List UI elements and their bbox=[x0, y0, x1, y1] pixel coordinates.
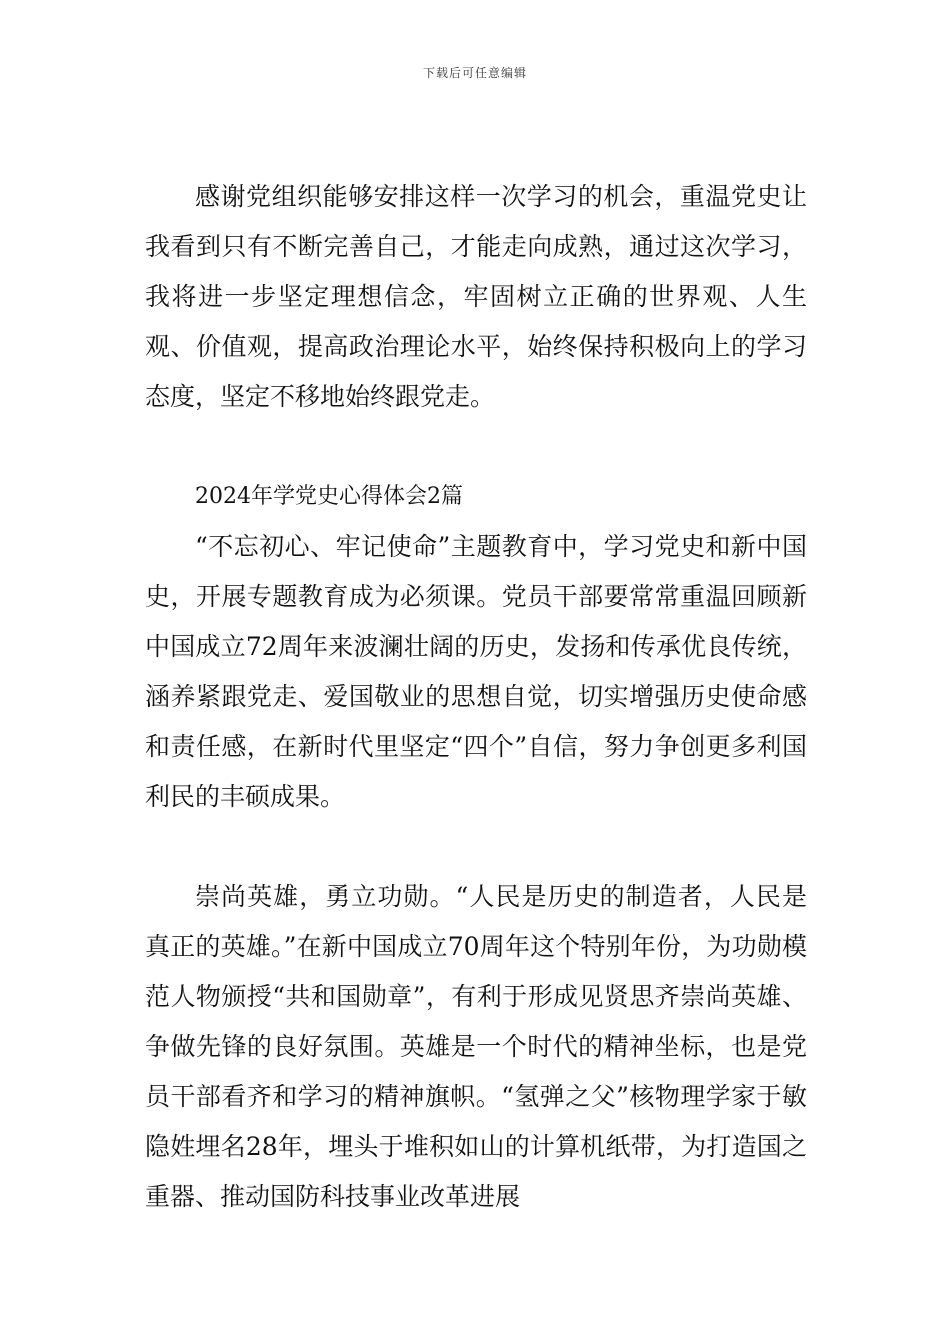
section-heading: 2024年学党史心得体会2篇 bbox=[195, 484, 463, 509]
paragraph-2: “不忘初心、牢记使命”主题教育中，学习党史和新中国史，开展专题教育成为必须课。党员干部要常常重温回顾新中国成立72周年来波澜壮阔的历史，发扬和传承优良传统，涵养紧跟党走、爱国敬业的思想自觉，切实增强历史使命感和责任感，在新时代里坚定“四个”自信，努力争创更多利国利民的丰硕成果。 bbox=[145, 532, 807, 811]
paragraph-1: 感谢党组织能够安排这样一次学习的机会，重温党史让我看到只有不断完善自己，才能走向成熟，通过这次学习，我将进一步坚定理想信念，牢固树立正确的世界观、人生观、价值观，提高政治理论水平，始终保持积极向上的学习态度，坚定不移地始终跟党走。 bbox=[145, 182, 807, 411]
document-body bbox=[145, 172, 807, 1222]
paragraph-3: 崇尚英雄，勇立功勋。“人民是历史的制造者，人民是真正的英雄。”在新中国成立70周年这个特别年份，为功勋模范人物颁授“共和国勋章”，有利于形成见贤思齐崇尚英雄、争做先锋的良好氛围。英雄是一个时代的精神坐标，也是党员干部看齐和学习的精神旗帜。“氢弹之父”核物理学家于敏隐姓埋名28年，埋头于堆积如山的计算机纸带，为打造国之重器、推动国防科技事业改革进展 bbox=[145, 882, 807, 1211]
page-header: 下载后可任意编辑 bbox=[422, 66, 527, 80]
paragraph-gap bbox=[145, 822, 807, 872]
paragraph-gap bbox=[145, 422, 807, 472]
